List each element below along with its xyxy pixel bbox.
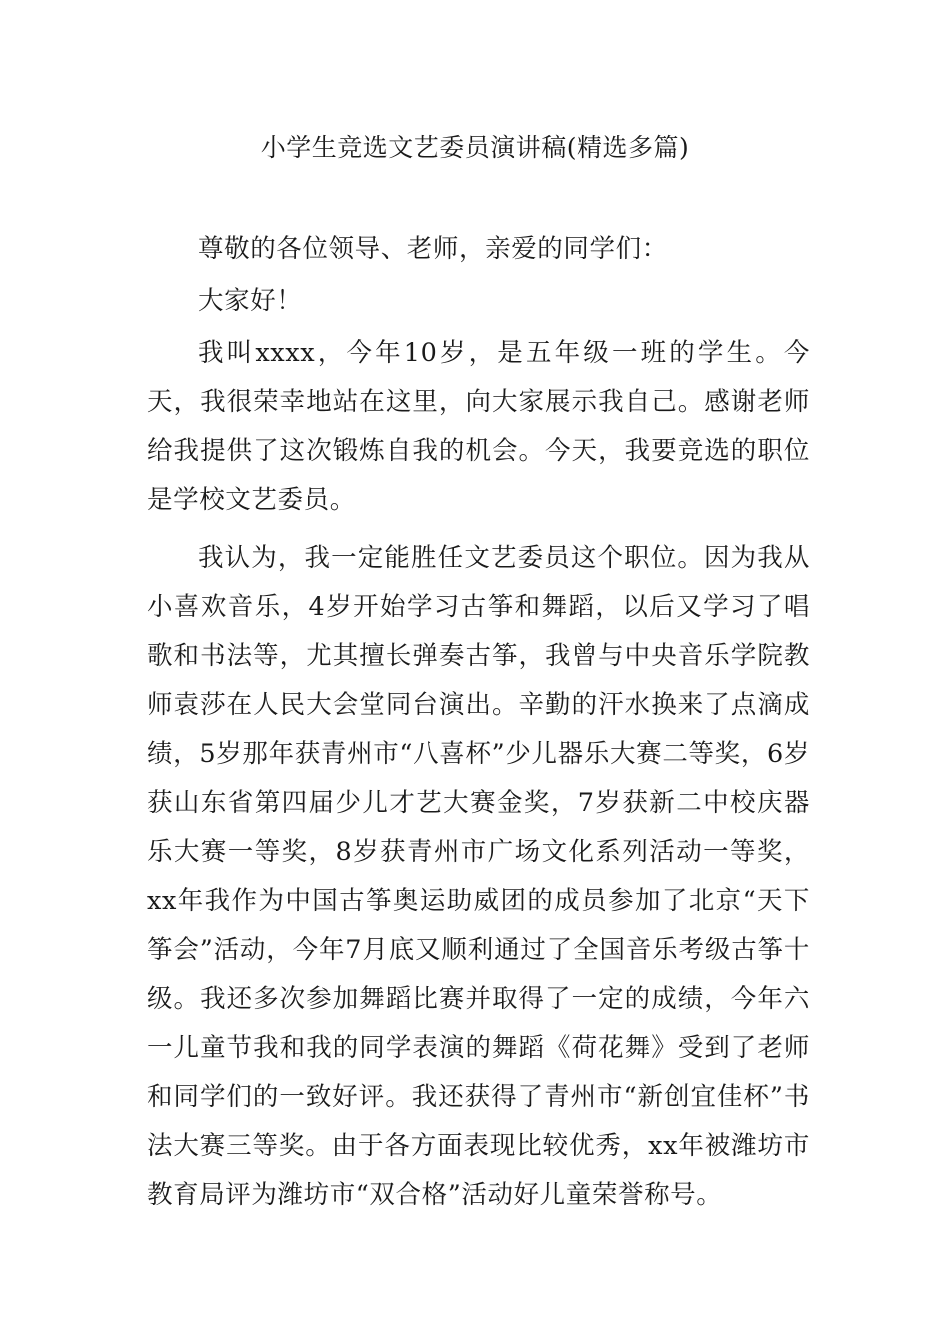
document-body [147,225,810,1220]
greeting-paragraph: 大家好！ [198,286,303,316]
achievements-paragraph: 我认为，我一定能胜任文艺委员这个职位。因为我从小喜欢音乐，4岁开始学习古筝和舞蹈，以后又学习了唱歌和书法等，尤其擅长弹奏古筝，我曾与中央音乐学院教师袁莎在人民大会堂同台演出。辛勤的汗水换来了点滴成绩，5岁那年获青州市“八喜杯”少儿器乐大赛二等奖，6岁获山东省第四届少儿才艺大赛金奖，7岁获新二中校庆器乐大赛一等奖，8岁获青州市广场文化系列活动一等奖，xx年我作为中国古筝奥运助威团的成员参加了北京“天下筝会”活动，今年7月底又顺利通过了全国音乐考级古筝十级。我还多次参加舞蹈比赛并取得了一定的成绩，今年六一儿童节我和我的同学表演的舞蹈《荷花舞》受到了老师和同学们的一致好评。我还获得了青州市“新创宜佳杯”书法大赛三等奖。由于各方面表现比较优秀，xx年被潍坊市教育局评为潍坊市“双合格”活动好儿童荣誉称号。 [147,543,810,1210]
salutation-paragraph: 尊敬的各位领导、老师，亲爱的同学们： [198,234,668,264]
document-title: 小学生竞选文艺委员演讲稿(精选多篇) [260,133,690,162]
introduction-paragraph: 我叫xxxx，今年10岁，是五年级一班的学生。今天，我很荣幸地站在这里，向大家展示我自己。感谢老师给我提供了这次锻炼自我的机会。今天，我要竞选的职位是学校文艺委员。 [147,338,810,515]
